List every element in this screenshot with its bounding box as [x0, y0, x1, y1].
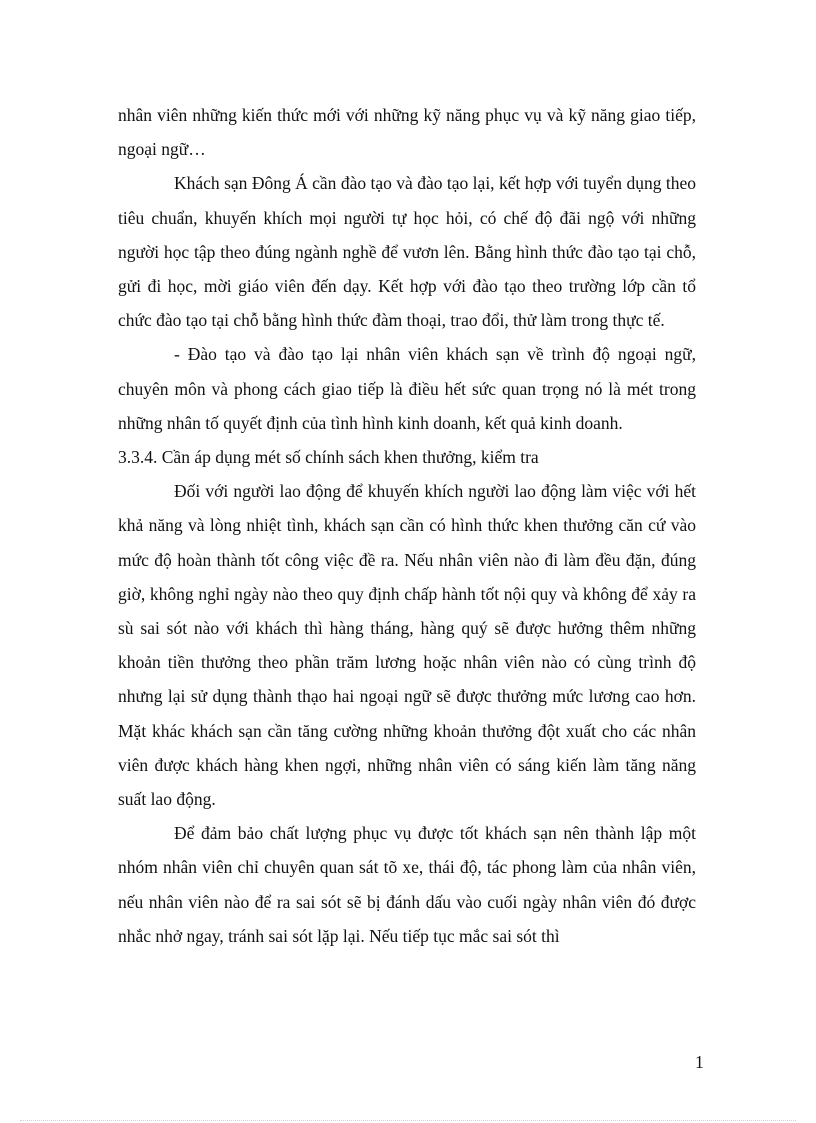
paragraph-continuation: nhân viên những kiến thức mới với những kỹ năng phục vụ và kỹ năng giao tiếp, ngoại ngữ… — [118, 105, 696, 160]
page-bottom-divider — [20, 1120, 796, 1121]
paragraph-quality-control: Để đảm bảo chất lượng phục vụ được tốt khách sạn nên thành lập một nhóm nhân viên chỉ chuyên quan sát tõ xe, thái độ, tác phong làm của nhân viên, nếu nhân viên nào để ra sai sót sẽ bị đánh dấu vào cuối ngày nhân viên đó được nhắc nhở ngay, tránh sai sót lặp lại. Nếu tiếp tục mắc sai sót thì — [118, 823, 696, 946]
page-number: 1 — [695, 1052, 704, 1072]
paragraph-rewards: Đối với người lao động để khuyến khích người lao động làm việc với hết khả năng và lòng nhiệt tình, khách sạn cần có hình thức khen thưởng căn cứ vào mức độ hoàn thành tốt công việc đề ra. Nếu nhân viên nào đi làm đều đặn, đúng giờ, không nghỉ ngày nào theo quy định chấp hành tốt nội quy và không để xảy ra sù sai sót nào với khách thì hàng tháng, hàng quý sẽ được hưởng thêm những khoản tiền thưởng theo phần trăm lương hoặc nhân viên nào có cùng trình độ nhưng lại sử dụng thành thạo hai ngoại ngữ sẽ được thưởng mức lương cao hơn. Mặt khác khách sạn cần tăng cường những khoản thưởng đột xuất cho các nhân viên được khách hàng khen ngợi, những nhân viên có sáng kiến làm tăng năng suất lao động. — [118, 481, 696, 810]
paragraph-training: Khách sạn Đông Á cần đào tạo và đào tạo lại, kết hợp với tuyển dụng theo tiêu chuẩn, khuyến khích mọi người tự học hỏi, có chế độ đãi ngộ với những người học tập theo đúng ngành nghề để vươn lên. Bằng hình thức đào tạo tại chỗ, gửi đi học, mời giáo viên đến dạy. Kết hợp với đào tạo theo trường lớp cần tổ chức đào tạo tại chỗ bằng hình thức đàm thoại, trao đổi, thử làm trong thực tế. — [118, 173, 696, 331]
document-body — [118, 98, 696, 953]
section-heading: 3.3.4. Cần áp dụng mét số chính sách khen thưởng, kiểm tra — [118, 447, 539, 468]
paragraph-training-importance: - Đào tạo và đào tạo lại nhân viên khách sạn về trình độ ngoại ngữ, chuyên môn và phong cách giao tiếp là điều hết sức quan trọng nó là mét trong những nhân tố quyết định của tình hình kinh doanh, kết quả kinh doanh. — [118, 344, 696, 433]
